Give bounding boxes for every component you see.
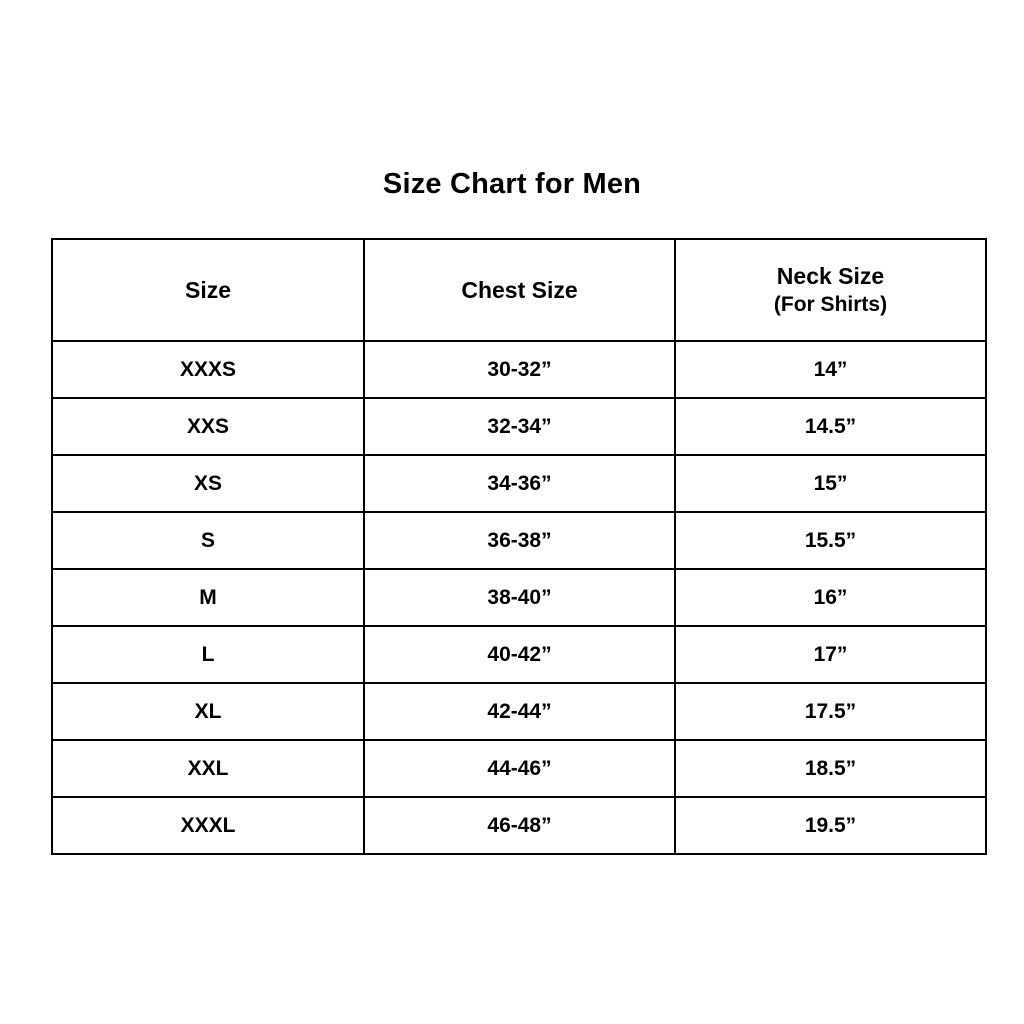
table-header <box>52 239 986 341</box>
cell-chest: 46-48” <box>364 797 675 854</box>
column-header-neck <box>675 239 986 341</box>
cell-neck: 14.5” <box>675 398 986 455</box>
size-chart-table <box>51 238 987 855</box>
table-row <box>52 398 986 455</box>
cell-chest: 42-44” <box>364 683 675 740</box>
cell-neck: 16” <box>675 569 986 626</box>
cell-chest: 36-38” <box>364 512 675 569</box>
column-header-chest-label: Chest Size <box>461 276 578 303</box>
cell-neck: 18.5” <box>675 740 986 797</box>
cell-neck: 17.5” <box>675 683 986 740</box>
cell-size: XS <box>52 455 364 512</box>
column-header-neck-label: Neck Size <box>776 262 885 289</box>
cell-chest: 44-46” <box>364 740 675 797</box>
cell-neck: 19.5” <box>675 797 986 854</box>
cell-neck: 15” <box>675 455 986 512</box>
page-title: Size Chart for Men <box>382 168 642 200</box>
cell-chest: 32-34” <box>364 398 675 455</box>
cell-size: XXXL <box>52 797 364 854</box>
cell-size: M <box>52 569 364 626</box>
table-row <box>52 455 986 512</box>
column-header-size <box>52 239 364 341</box>
cell-size: S <box>52 512 364 569</box>
cell-size: L <box>52 626 364 683</box>
cell-chest: 34-36” <box>364 455 675 512</box>
table-header-row <box>52 239 986 341</box>
cell-neck: 15.5” <box>675 512 986 569</box>
cell-chest: 38-40” <box>364 569 675 626</box>
table-row <box>52 569 986 626</box>
column-header-neck-subtitle: (For Shirts) <box>773 293 888 317</box>
cell-neck: 14” <box>675 341 986 398</box>
cell-neck: 17” <box>675 626 986 683</box>
column-header-size-label: Size <box>184 276 232 303</box>
table-row <box>52 626 986 683</box>
table-row <box>52 683 986 740</box>
cell-chest: 30-32” <box>364 341 675 398</box>
table-body <box>52 341 986 854</box>
table-row <box>52 797 986 854</box>
column-header-chest <box>364 239 675 341</box>
table-row <box>52 341 986 398</box>
cell-size: XL <box>52 683 364 740</box>
cell-size: XXS <box>52 398 364 455</box>
size-chart-table-wrapper <box>51 238 973 855</box>
cell-size: XXL <box>52 740 364 797</box>
table-row <box>52 740 986 797</box>
cell-chest: 40-42” <box>364 626 675 683</box>
cell-size: XXXS <box>52 341 364 398</box>
table-row <box>52 512 986 569</box>
